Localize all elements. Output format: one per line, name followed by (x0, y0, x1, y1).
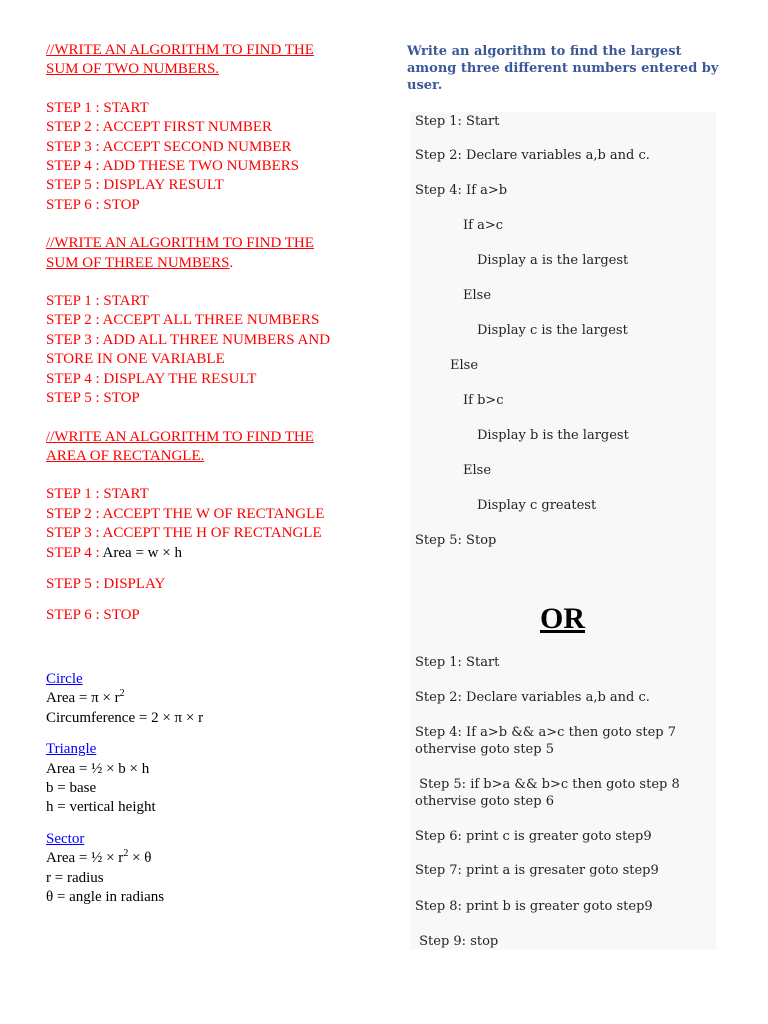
step-line: Else (463, 463, 492, 478)
formulas (46, 670, 346, 907)
step4-prefix: STEP 4 : (46, 544, 103, 561)
step-line: Step 1: Start (415, 114, 500, 129)
step-line: STEP 1 : START (46, 486, 149, 503)
step-line: Step 4: If a>b && a>c then goto step 7 (415, 725, 677, 740)
sector-area-exponent: 2 (123, 848, 129, 860)
circle-area (46, 689, 346, 708)
algo2-heading (46, 234, 376, 273)
triangle-link[interactable]: Triangle (46, 741, 97, 758)
algo1-heading (46, 41, 376, 80)
title-line: user. (407, 78, 443, 93)
step-line: Step 5: Stop (415, 533, 497, 548)
step-line: Step 5: if b>a && b>c then goto step 8 (415, 777, 680, 792)
step-line: STEP 2 : ACCEPT FIRST NUMBER (46, 119, 273, 136)
sector-theta: θ = angle in radians (46, 889, 165, 906)
step-line: STEP 1 : START (46, 293, 149, 310)
step-line: STEP 5 : DISPLAY RESULT (46, 177, 224, 194)
step-line: Step 9: stop (415, 934, 499, 949)
heading-period: . (229, 254, 234, 271)
step-line: Step 1: Start (415, 655, 500, 670)
step-line: Step 2: Declare variables a,b and c. (415, 690, 650, 705)
triangle-area: Area = ½ × b × h (46, 760, 150, 777)
step-line: STEP 4 : ADD THESE TWO NUMBERS (46, 158, 300, 175)
step-line: STEP 5 : STOP (46, 390, 140, 407)
step-line: Step 8: print b is greater goto step9 (415, 899, 653, 914)
step-line: STEP 2 : ACCEPT ALL THREE NUMBERS (46, 312, 320, 329)
heading-line: //WRITE AN ALGORITHM TO FIND THE (46, 235, 314, 252)
sector-area (46, 849, 346, 868)
heading-line (46, 254, 376, 273)
algorithm-box (410, 112, 716, 950)
step-line: If b>c (463, 393, 504, 408)
triangle-height: h = vertical height (46, 799, 156, 816)
step-line: Else (463, 288, 492, 303)
step-line: STEP 5 : DISPLAY (46, 575, 166, 592)
algo2-steps (46, 292, 376, 408)
step-line: STEP 3 : ADD ALL THREE NUMBERS AND (46, 331, 331, 348)
algo3-heading (46, 428, 376, 467)
sector-link[interactable]: Sector (46, 830, 85, 847)
step-line: Step 6: print c is greater goto step9 (415, 829, 652, 844)
step-line: Step 4: If a>b (415, 183, 508, 198)
heading-line: SUM OF TWO NUMBERS. (46, 61, 220, 78)
step-line: STEP 3 : ACCEPT THE H OF RECTANGLE (46, 525, 322, 542)
heading-line: //WRITE AN ALGORITHM TO FIND THE (46, 428, 314, 445)
circle-circumference: Circumference = 2 × π × r (46, 709, 204, 726)
step-line: Display b is the largest (477, 428, 629, 443)
step-line (46, 544, 376, 563)
heading-text: SUM OF THREE NUMBERS (46, 254, 230, 271)
step-line: Step 7: print a is gresater goto step9 (415, 863, 659, 878)
algo1-steps (46, 99, 376, 215)
step-line: Step 2: Declare variables a,b and c. (415, 148, 650, 163)
step-line: STEP 6 : STOP (46, 196, 140, 213)
step-line: othervise goto step 6 (415, 794, 554, 809)
right-title (407, 43, 737, 94)
step-line: STEP 3 : ACCEPT SECOND NUMBER (46, 138, 292, 155)
triangle-base: b = base (46, 780, 97, 797)
or-separator: OR (540, 602, 585, 635)
step-line: Display c is the largest (477, 323, 628, 338)
step4-formula: Area = w × h (102, 544, 182, 561)
step-line: Else (450, 358, 479, 373)
step-line: STEP 2 : ACCEPT THE W OF RECTANGLE (46, 505, 325, 522)
title-line: Write an algorithm to find the largest (407, 44, 682, 59)
heading-line: AREA OF RECTANGLE. (46, 447, 205, 464)
step-line: Display a is the largest (477, 253, 629, 268)
circle-link[interactable]: Circle (46, 671, 83, 687)
step-line: STEP 4 : DISPLAY THE RESULT (46, 370, 257, 387)
circle-area-text: Area = π × r (46, 690, 120, 707)
heading-line: //WRITE AN ALGORITHM TO FIND THE (46, 42, 314, 58)
step-line: Display c greatest (477, 498, 597, 513)
circle-area-exponent: 2 (119, 688, 125, 700)
title-line: among three different numbers entered by (407, 61, 719, 76)
left-column (46, 41, 376, 626)
sector-area-suffix: × θ (128, 850, 152, 867)
sector-radius: r = radius (46, 869, 104, 886)
algo3-steps (46, 485, 376, 625)
step-line: STORE IN ONE VARIABLE (46, 351, 225, 368)
step-line: If a>c (463, 218, 504, 233)
step-line: othervise goto step 5 (415, 742, 554, 757)
step-line: STEP 1 : START (46, 99, 149, 116)
step-line: STEP 6 : STOP (46, 607, 140, 624)
sector-area-text: Area = ½ × r (46, 850, 124, 867)
